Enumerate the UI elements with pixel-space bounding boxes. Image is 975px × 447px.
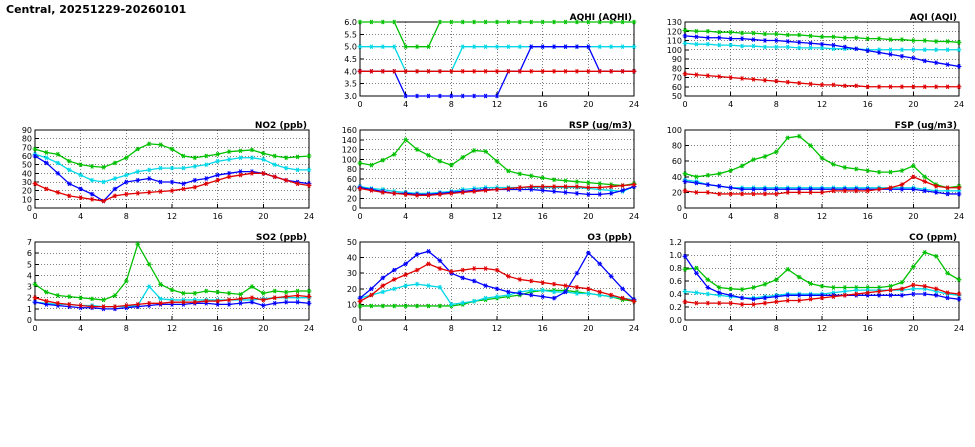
svg-text:3.0: 3.0 [344,92,357,101]
svg-text:20: 20 [346,194,357,204]
svg-text:30: 30 [21,178,32,187]
svg-text:0.6: 0.6 [669,277,682,286]
svg-text:0.0: 0.0 [669,316,682,325]
svg-text:3: 3 [26,282,32,292]
svg-text:40: 40 [21,169,32,179]
chart-panel-fsp [655,120,965,224]
svg-text:4: 4 [728,212,734,221]
svg-text:8: 8 [773,100,779,109]
svg-text:6: 6 [26,249,32,259]
svg-text:2: 2 [26,293,32,303]
chart-panel-aqhi [330,12,640,112]
svg-text:110: 110 [666,36,682,46]
svg-text:4.0: 4.0 [344,67,357,77]
svg-text:12: 12 [491,324,503,333]
svg-text:8: 8 [123,324,129,333]
chart-panel-no2 [5,120,315,224]
svg-text:60: 60 [346,174,357,184]
svg-text:0: 0 [682,324,688,333]
svg-text:160: 160 [341,126,357,135]
svg-text:SO2 (ppb): SO2 (ppb) [255,233,307,243]
svg-text:NO2 (ppb): NO2 (ppb) [254,121,307,131]
svg-text:10: 10 [346,300,357,310]
svg-text:8: 8 [773,324,779,333]
svg-text:0: 0 [26,204,32,213]
svg-text:0: 0 [32,324,38,333]
svg-text:8: 8 [448,324,454,333]
svg-text:50: 50 [21,160,32,170]
svg-text:20: 20 [583,212,594,221]
svg-text:12: 12 [166,324,178,333]
svg-text:70: 70 [21,143,32,153]
svg-text:16: 16 [862,212,873,221]
svg-text:8: 8 [448,100,454,109]
svg-text:0: 0 [676,204,682,213]
svg-text:5: 5 [26,260,32,270]
svg-text:7: 7 [26,238,32,247]
page-title: Central, 20251229-20260101 [6,3,187,16]
svg-text:140: 140 [341,135,357,145]
svg-text:0: 0 [357,212,363,221]
svg-text:4: 4 [728,324,734,333]
chart-panel-so2 [5,232,315,336]
svg-text:24: 24 [628,100,640,109]
svg-text:40: 40 [346,253,357,263]
svg-text:16: 16 [862,100,873,109]
svg-text:4: 4 [403,212,409,221]
svg-text:16: 16 [862,324,873,333]
svg-text:60: 60 [21,152,32,161]
svg-text:12: 12 [491,100,503,109]
svg-text:60: 60 [671,157,682,167]
svg-text:24: 24 [303,324,315,333]
svg-text:4: 4 [78,324,84,333]
svg-text:24: 24 [628,212,640,221]
svg-text:120: 120 [341,145,357,155]
svg-text:0: 0 [351,316,357,325]
svg-text:0.8: 0.8 [669,264,682,273]
chart-panel-rsp [330,120,640,224]
svg-text:4: 4 [403,324,409,333]
svg-text:O3 (ppb): O3 (ppb) [587,233,632,243]
svg-text:0.2: 0.2 [669,303,682,312]
svg-text:0.4: 0.4 [669,290,682,299]
svg-text:12: 12 [491,212,503,221]
chart-panel-aqi [655,12,965,112]
svg-text:100: 100 [341,155,357,165]
svg-text:20: 20 [908,100,919,109]
svg-text:20: 20 [908,324,919,333]
svg-text:4: 4 [403,100,409,109]
svg-text:12: 12 [816,100,828,109]
svg-text:130: 130 [666,18,682,27]
svg-text:100: 100 [666,126,682,135]
svg-text:16: 16 [537,324,548,333]
svg-text:24: 24 [953,212,965,221]
svg-text:24: 24 [303,212,315,221]
svg-text:8: 8 [773,212,779,221]
svg-text:4: 4 [728,100,734,109]
svg-text:AQI (AQI): AQI (AQI) [909,13,957,23]
svg-text:4: 4 [78,212,84,221]
svg-text:1.0: 1.0 [669,251,682,260]
svg-text:20: 20 [258,212,269,221]
svg-text:80: 80 [346,165,357,174]
svg-text:CO (ppm): CO (ppm) [909,233,957,243]
svg-text:30: 30 [346,269,357,279]
svg-text:24: 24 [953,100,965,109]
svg-text:0: 0 [357,100,363,109]
svg-text:20: 20 [908,212,919,221]
svg-text:120: 120 [666,27,682,37]
svg-text:80: 80 [21,134,32,144]
svg-text:0: 0 [32,212,38,221]
svg-text:5.5: 5.5 [344,30,357,40]
svg-text:AQHI (AQHI): AQHI (AQHI) [569,13,632,23]
svg-text:20: 20 [346,284,357,294]
chart-panel-o3 [330,232,640,336]
svg-text:20: 20 [583,100,594,109]
svg-text:16: 16 [537,212,548,221]
svg-text:20: 20 [671,188,682,198]
svg-text:90: 90 [21,126,32,135]
svg-text:90: 90 [671,55,682,64]
svg-text:50: 50 [671,92,682,101]
svg-text:8: 8 [123,212,129,221]
svg-text:100: 100 [666,45,682,55]
svg-text:1.2: 1.2 [669,238,682,247]
svg-text:0: 0 [26,316,32,325]
svg-text:0: 0 [682,100,688,109]
svg-text:16: 16 [212,212,223,221]
svg-text:12: 12 [816,324,828,333]
svg-text:5.0: 5.0 [344,42,357,52]
svg-text:0: 0 [357,324,363,333]
svg-text:FSP (ug/m3): FSP (ug/m3) [894,121,957,131]
svg-text:4.5: 4.5 [344,55,357,64]
svg-text:24: 24 [628,324,640,333]
svg-text:12: 12 [816,212,828,221]
svg-text:4: 4 [26,271,32,281]
svg-text:3.5: 3.5 [344,79,357,89]
svg-text:10: 10 [21,195,32,205]
svg-text:16: 16 [212,324,223,333]
svg-text:8: 8 [448,212,454,221]
svg-text:40: 40 [671,172,682,182]
svg-text:20: 20 [583,324,594,333]
svg-text:RSP (ug/m3): RSP (ug/m3) [568,121,632,131]
chart-panel-co [655,232,965,336]
svg-text:6.0: 6.0 [344,18,357,27]
svg-text:16: 16 [537,100,548,109]
svg-text:20: 20 [21,186,32,196]
svg-text:50: 50 [346,238,357,247]
svg-text:80: 80 [671,141,682,151]
svg-text:70: 70 [671,73,682,83]
svg-text:0: 0 [351,204,357,213]
svg-text:40: 40 [346,184,357,194]
svg-text:60: 60 [671,82,682,92]
svg-text:80: 80 [671,64,682,74]
svg-text:24: 24 [953,324,965,333]
svg-text:20: 20 [258,324,269,333]
svg-text:1: 1 [26,304,32,314]
svg-text:0: 0 [682,212,688,221]
svg-text:12: 12 [166,212,178,221]
